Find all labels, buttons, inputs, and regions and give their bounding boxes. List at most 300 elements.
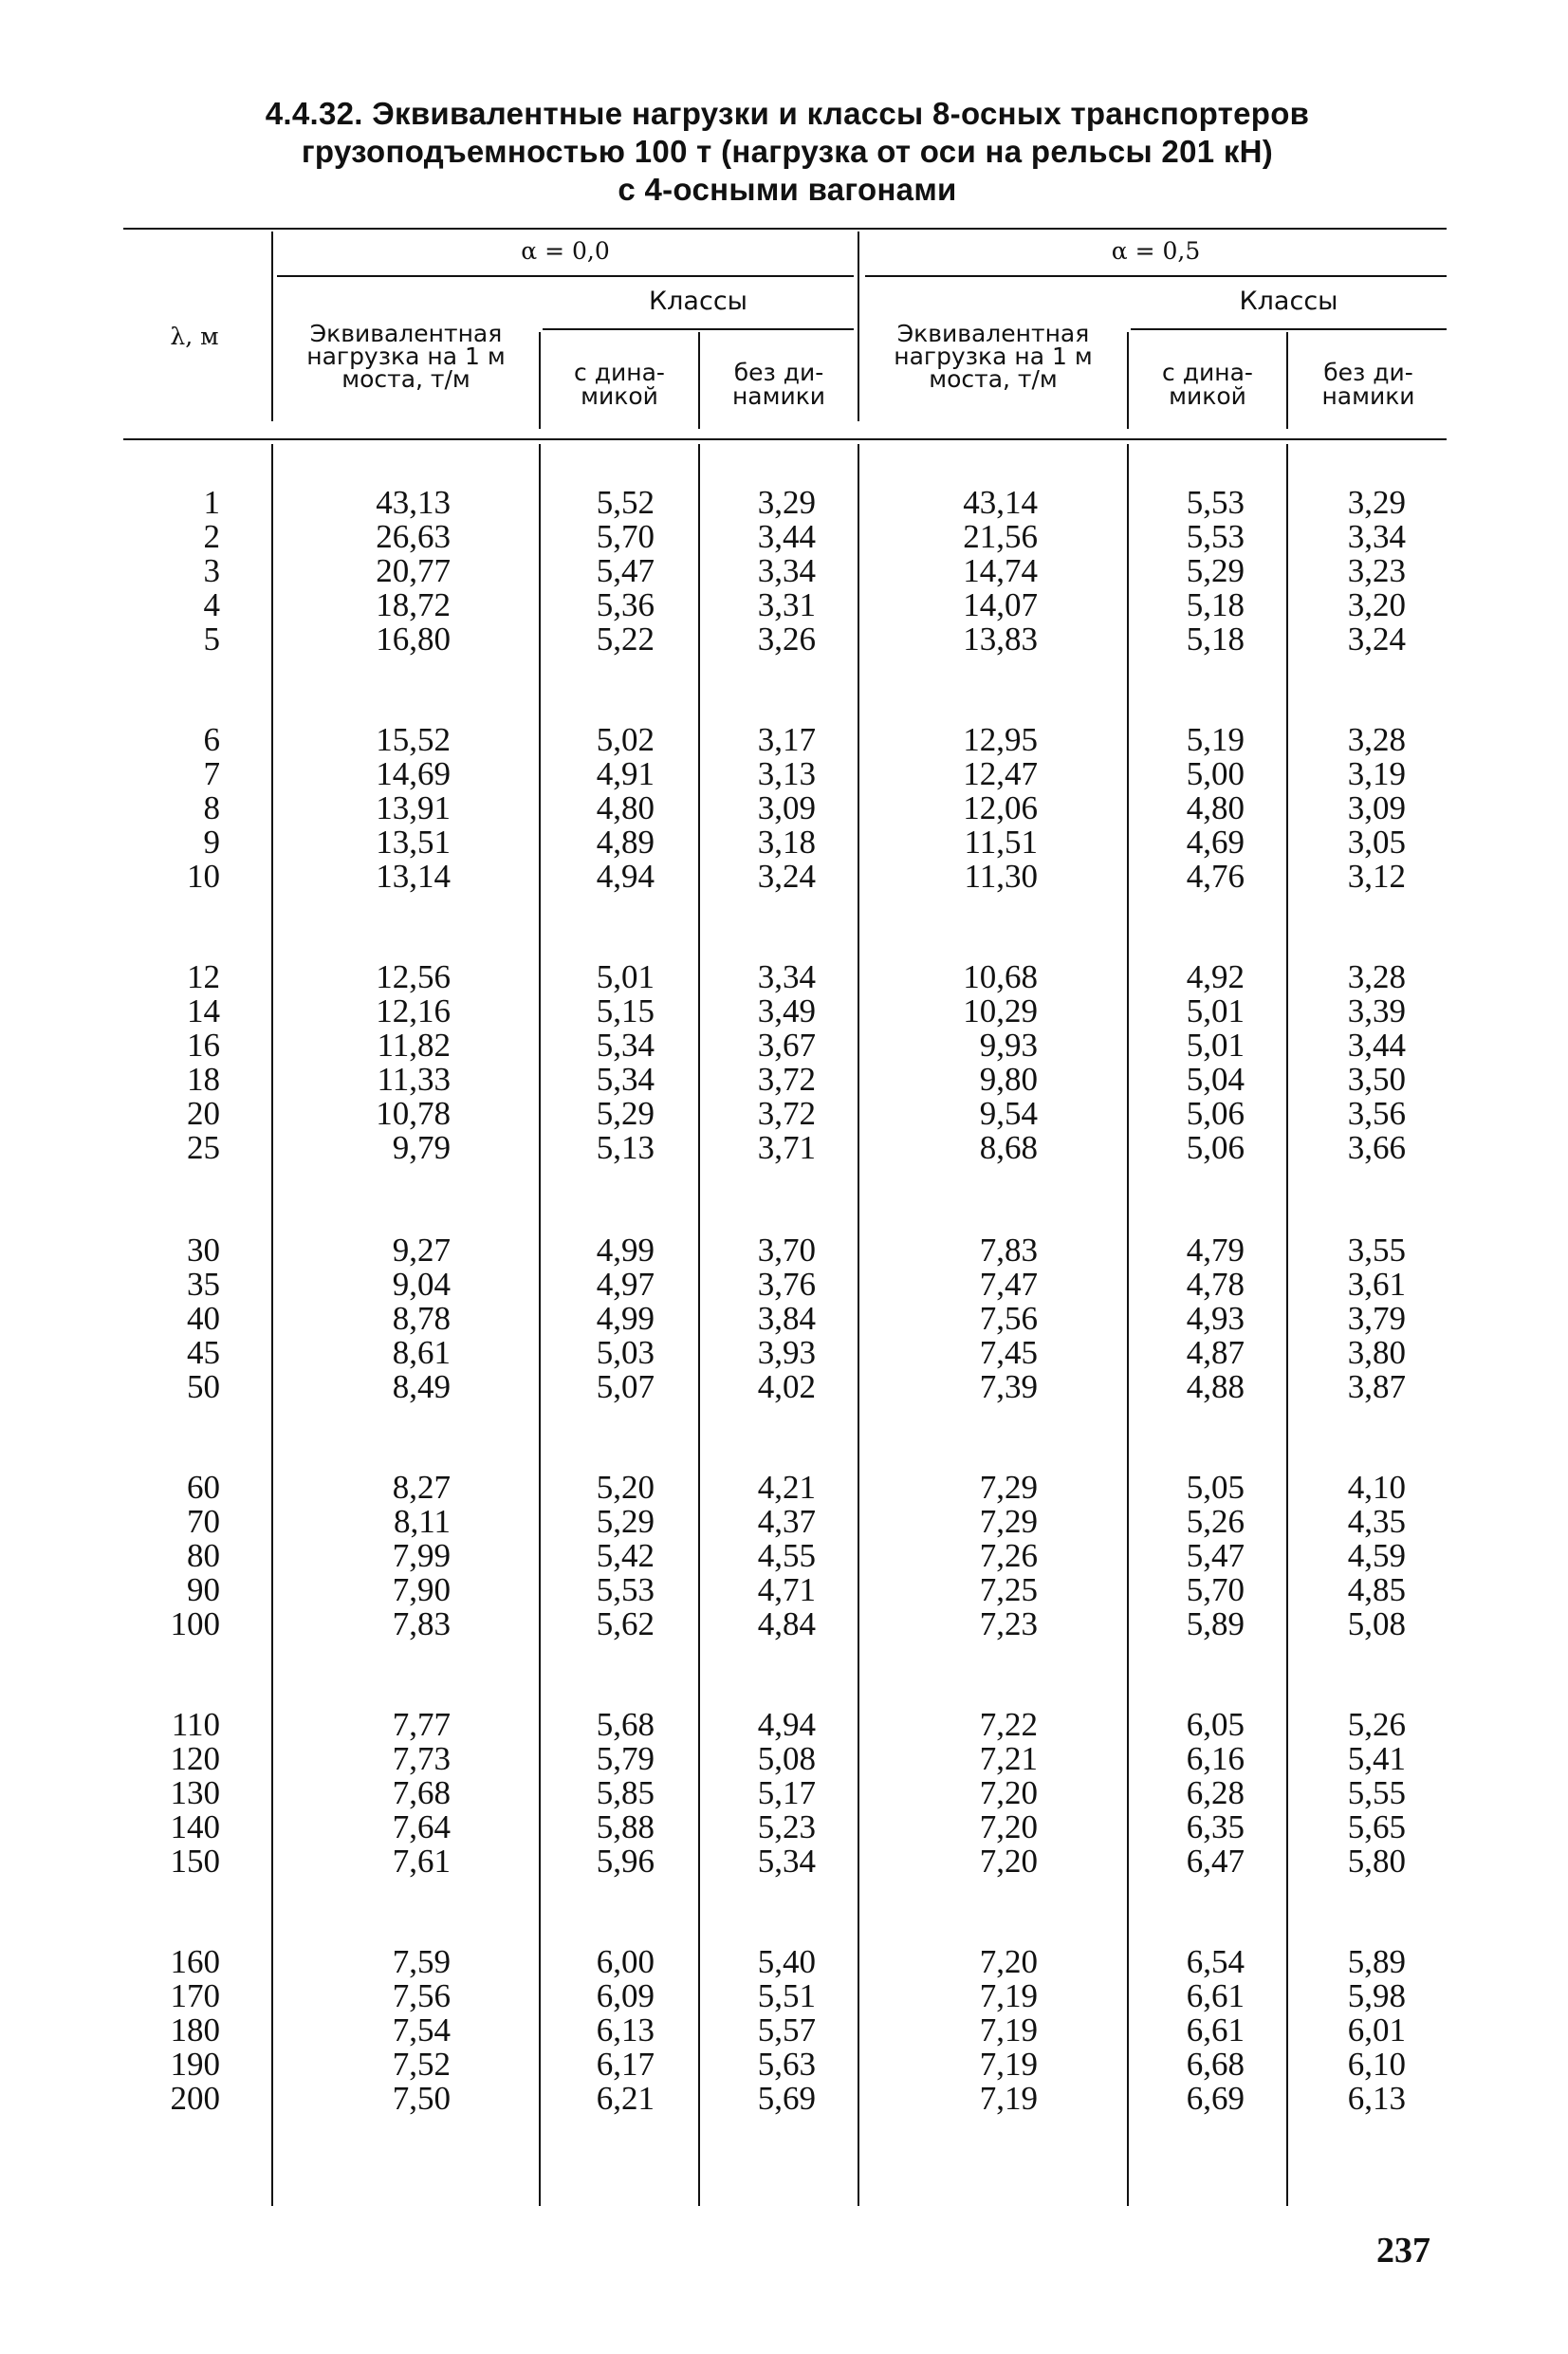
table-cell: 5,01 bbox=[596, 958, 655, 995]
table-cell: 190 bbox=[170, 2046, 220, 2083]
group-7-a05-equiv-column bbox=[980, 1945, 1038, 2116]
table-cell: 3,19 bbox=[1347, 755, 1406, 792]
table-cell: 5,47 bbox=[1186, 1537, 1245, 1574]
table-cell: 5,18 bbox=[1186, 586, 1245, 623]
table-cell: 6,68 bbox=[1186, 2046, 1245, 2083]
table-cell: 12,56 bbox=[376, 958, 451, 995]
table-cell: 3,93 bbox=[757, 1334, 816, 1371]
table-cell: 9 bbox=[203, 824, 220, 861]
table-cell: 4,94 bbox=[757, 1706, 816, 1743]
group-3-a0-without-column bbox=[758, 960, 816, 1165]
table-cell: 3,12 bbox=[1347, 858, 1406, 895]
table-cell: 3 bbox=[203, 552, 220, 589]
table-cell: 14 bbox=[187, 992, 220, 1029]
vrule-classes-left-header bbox=[539, 332, 541, 429]
table-cell: 45 bbox=[187, 1334, 220, 1371]
header-equiv-a0-line3: моста, т/м bbox=[341, 365, 470, 393]
table-cell: 7,20 bbox=[979, 1774, 1038, 1811]
table-cell: 16,80 bbox=[376, 621, 451, 658]
table-cell: 4,97 bbox=[596, 1266, 655, 1303]
table-cell: 6 bbox=[203, 721, 220, 758]
table-cell: 12,06 bbox=[963, 789, 1038, 826]
table-cell: 10 bbox=[187, 858, 220, 895]
table-cell: 3,84 bbox=[757, 1300, 816, 1337]
table-cell: 3,26 bbox=[757, 621, 816, 658]
group-3-a05-with-column bbox=[1187, 960, 1245, 1165]
table-cell: 6,17 bbox=[596, 2046, 655, 2083]
group-7-a0-without-column bbox=[758, 1945, 816, 2116]
table-cell: 5 bbox=[203, 621, 220, 658]
table-cell: 9,80 bbox=[979, 1061, 1038, 1098]
table-cell: 7,56 bbox=[979, 1300, 1038, 1337]
header-lambda: λ, м bbox=[170, 323, 219, 350]
table-cell: 5,69 bbox=[757, 2080, 816, 2117]
table-cell: 3,24 bbox=[1347, 621, 1406, 658]
group-7-a0-with-column bbox=[597, 1945, 655, 2116]
table-cell: 6,69 bbox=[1186, 2080, 1245, 2117]
group-7-lambda-column bbox=[171, 1945, 221, 2116]
header-with-dyn-a05-line1: с дина- bbox=[1162, 359, 1253, 386]
table-cell: 4,99 bbox=[596, 1300, 655, 1337]
header-with-dyn-a05-line2: микой bbox=[1169, 382, 1246, 410]
table-cell: 4,02 bbox=[757, 1368, 816, 1405]
table-cell: 15,52 bbox=[376, 721, 451, 758]
table-cell: 110 bbox=[171, 1706, 220, 1743]
table-cell: 6,61 bbox=[1186, 2011, 1245, 2048]
table-cell: 35 bbox=[187, 1266, 220, 1303]
header-without-dyn-a0-line2: намики bbox=[731, 382, 826, 410]
table-cell: 3,70 bbox=[757, 1232, 816, 1269]
group-7-a0-equiv-column bbox=[393, 1945, 451, 2116]
group-1-a05-with-column bbox=[1187, 486, 1245, 657]
table-cell: 4,87 bbox=[1186, 1334, 1245, 1371]
table-cell: 5,96 bbox=[596, 1843, 655, 1880]
table-cell: 5,34 bbox=[596, 1027, 655, 1064]
table-cell: 13,83 bbox=[963, 621, 1038, 658]
table-cell: 14,69 bbox=[376, 755, 451, 792]
table-cell: 3,28 bbox=[1347, 958, 1406, 995]
table-cell: 3,24 bbox=[757, 858, 816, 895]
table-cell: 7,19 bbox=[979, 2046, 1038, 2083]
table-cell: 7,50 bbox=[392, 2080, 451, 2117]
table-cell: 90 bbox=[187, 1571, 220, 1608]
table-cell: 13,91 bbox=[376, 789, 451, 826]
table-cell: 3,87 bbox=[1347, 1368, 1406, 1405]
table-cell: 8,11 bbox=[394, 1503, 451, 1540]
table-cell: 7,20 bbox=[979, 1843, 1038, 1880]
group-1-a0-with-column bbox=[597, 486, 655, 657]
table-cell: 5,57 bbox=[757, 2011, 816, 2048]
table-cell: 6,21 bbox=[596, 2080, 655, 2117]
table-cell: 5,41 bbox=[1347, 1740, 1406, 1777]
group-6-a05-equiv-column bbox=[980, 1708, 1038, 1879]
table-cell: 3,72 bbox=[757, 1061, 816, 1098]
table-cell: 5,01 bbox=[1186, 992, 1245, 1029]
header-with-dyn-a0-line1: с дина- bbox=[574, 359, 665, 386]
header-classes-a05: Классы bbox=[1239, 287, 1338, 316]
page-number: 237 bbox=[1376, 2231, 1430, 2271]
table-cell: 4,71 bbox=[757, 1571, 816, 1608]
table-cell: 25 bbox=[187, 1129, 220, 1166]
table-cell: 43,14 bbox=[963, 484, 1038, 521]
table-cell: 5,53 bbox=[1186, 518, 1245, 555]
table-cell: 5,53 bbox=[1186, 484, 1245, 521]
table-cell: 6,09 bbox=[596, 1977, 655, 2014]
table-cell: 6,16 bbox=[1186, 1740, 1245, 1777]
table-cell: 3,31 bbox=[757, 586, 816, 623]
group-2-a0-with-column bbox=[597, 723, 655, 894]
table-cell: 8,27 bbox=[392, 1469, 451, 1506]
group-5-a0-equiv-column bbox=[393, 1471, 451, 1641]
classes-underline-right bbox=[1131, 328, 1447, 330]
table-cell: 3,34 bbox=[757, 552, 816, 589]
table-cell: 30 bbox=[187, 1232, 220, 1269]
table-cell: 8,78 bbox=[392, 1300, 451, 1337]
table-cell: 5,63 bbox=[757, 2046, 816, 2083]
table-cell: 120 bbox=[170, 1740, 220, 1777]
table-cell: 5,00 bbox=[1186, 755, 1245, 792]
vrule-a0-equiv-body bbox=[539, 444, 541, 2206]
vrule-dyn-right-header bbox=[1286, 332, 1288, 429]
group-6-a05-with-column bbox=[1187, 1708, 1245, 1879]
header-equiv-a05-line3: моста, т/м bbox=[929, 365, 1058, 393]
table-cell: 18,72 bbox=[376, 586, 451, 623]
table-cell: 3,44 bbox=[757, 518, 816, 555]
table-cell: 9,04 bbox=[392, 1266, 451, 1303]
table-cell: 100 bbox=[170, 1605, 220, 1642]
table-cell: 7,54 bbox=[392, 2011, 451, 2048]
header-bottom-rule bbox=[123, 438, 1447, 440]
table-cell: 4,76 bbox=[1186, 858, 1245, 895]
table-cell: 3,09 bbox=[757, 789, 816, 826]
group-1-a05-without-column bbox=[1348, 486, 1406, 657]
table-cell: 3,49 bbox=[757, 992, 816, 1029]
table-cell: 150 bbox=[170, 1843, 220, 1880]
table-cell: 5,52 bbox=[596, 484, 655, 521]
table-cell: 4,84 bbox=[757, 1605, 816, 1642]
table-cell: 7,25 bbox=[979, 1571, 1038, 1608]
table-cell: 5,29 bbox=[596, 1095, 655, 1132]
group-4-a0-equiv-column bbox=[393, 1233, 451, 1404]
table-cell: 5,04 bbox=[1186, 1061, 1245, 1098]
group-5-a0-with-column bbox=[597, 1471, 655, 1641]
table-cell: 5,23 bbox=[757, 1808, 816, 1845]
table-cell: 3,55 bbox=[1347, 1232, 1406, 1269]
alpha-underline-left bbox=[277, 275, 854, 277]
table-cell: 11,33 bbox=[377, 1061, 451, 1098]
table-cell: 4,37 bbox=[757, 1503, 816, 1540]
group-7-a05-with-column bbox=[1187, 1945, 1245, 2116]
group-5-a05-equiv-column bbox=[980, 1471, 1038, 1641]
group-2-a0-without-column bbox=[758, 723, 816, 894]
table-cell: 180 bbox=[170, 2011, 220, 2048]
table-cell: 7,52 bbox=[392, 2046, 451, 2083]
table-cell: 5,89 bbox=[1347, 1943, 1406, 1980]
table-cell: 43,13 bbox=[376, 484, 451, 521]
table-cell: 3,66 bbox=[1347, 1129, 1406, 1166]
table-cell: 7 bbox=[203, 755, 220, 792]
table-cell: 8,61 bbox=[392, 1334, 451, 1371]
header-equiv-a0 bbox=[275, 320, 537, 393]
table-top-rule bbox=[123, 228, 1447, 230]
table-cell: 7,45 bbox=[979, 1334, 1038, 1371]
table-cell: 50 bbox=[187, 1368, 220, 1405]
table-cell: 3,05 bbox=[1347, 824, 1406, 861]
header-without-dyn-a0 bbox=[702, 361, 856, 408]
group-1-a0-without-column bbox=[758, 486, 816, 657]
table-cell: 7,19 bbox=[979, 2011, 1038, 2048]
header-equiv-a05 bbox=[861, 320, 1125, 393]
table-cell: 6,54 bbox=[1186, 1943, 1245, 1980]
vrule-a0-dyn-body bbox=[698, 444, 700, 2206]
table-cell: 4,85 bbox=[1347, 1571, 1406, 1608]
table-cell: 3,18 bbox=[757, 824, 816, 861]
table-cell: 5,80 bbox=[1347, 1843, 1406, 1880]
table-cell: 5,20 bbox=[596, 1469, 655, 1506]
table-cell: 80 bbox=[187, 1537, 220, 1574]
group-5-a05-with-column bbox=[1187, 1471, 1245, 1641]
title-line-3: с 4-осными вагонами bbox=[618, 172, 957, 207]
group-2-a05-without-column bbox=[1348, 723, 1406, 894]
table-cell: 5,40 bbox=[757, 1943, 816, 1980]
table-cell: 5,65 bbox=[1347, 1808, 1406, 1845]
table-cell: 5,15 bbox=[596, 992, 655, 1029]
vrule-a05-dyn-body bbox=[1286, 444, 1288, 2206]
table-cell: 20,77 bbox=[376, 552, 451, 589]
group-5-a05-without-column bbox=[1348, 1471, 1406, 1641]
vrule-classes-right-header bbox=[1127, 332, 1129, 429]
table-cell: 5,98 bbox=[1347, 1977, 1406, 2014]
table-cell: 13,14 bbox=[376, 858, 451, 895]
table-cell: 1 bbox=[203, 484, 220, 521]
table-cell: 6,13 bbox=[596, 2011, 655, 2048]
table-cell: 8,49 bbox=[392, 1368, 451, 1405]
table-cell: 40 bbox=[187, 1300, 220, 1337]
table-cell: 7,99 bbox=[392, 1537, 451, 1574]
group-1-lambda-column bbox=[204, 486, 221, 657]
table-cell: 12 bbox=[187, 958, 220, 995]
table-cell: 4,78 bbox=[1186, 1266, 1245, 1303]
group-4-a0-without-column bbox=[758, 1233, 816, 1404]
table-cell: 5,06 bbox=[1186, 1129, 1245, 1166]
table-cell: 3,56 bbox=[1347, 1095, 1406, 1132]
table-cell: 6,01 bbox=[1347, 2011, 1406, 2048]
table-cell: 6,47 bbox=[1186, 1843, 1245, 1880]
table-cell: 6,35 bbox=[1186, 1808, 1245, 1845]
group-3-a05-equiv-column bbox=[963, 960, 1038, 1165]
table-cell: 60 bbox=[187, 1469, 220, 1506]
table-cell: 140 bbox=[170, 1808, 220, 1845]
header-alpha-0: α = 0,0 bbox=[521, 237, 610, 265]
table-cell: 5,17 bbox=[757, 1774, 816, 1811]
table-cell: 3,79 bbox=[1347, 1300, 1406, 1337]
table-cell: 6,00 bbox=[596, 1943, 655, 1980]
table-cell: 7,29 bbox=[979, 1469, 1038, 1506]
group-4-lambda-column bbox=[187, 1233, 220, 1404]
group-5-a0-without-column bbox=[758, 1471, 816, 1641]
vrule-a05-equiv-body bbox=[1127, 444, 1129, 2206]
table-cell: 4,80 bbox=[596, 789, 655, 826]
table-cell: 18 bbox=[187, 1061, 220, 1098]
table-cell: 4,89 bbox=[596, 824, 655, 861]
group-5-lambda-column bbox=[171, 1471, 221, 1641]
table-cell: 4,35 bbox=[1347, 1503, 1406, 1540]
table-title bbox=[171, 95, 1404, 209]
table-cell: 5,34 bbox=[596, 1061, 655, 1098]
table-cell: 160 bbox=[170, 1943, 220, 1980]
table-cell: 5,53 bbox=[596, 1571, 655, 1608]
group-6-a05-without-column bbox=[1348, 1708, 1406, 1879]
table-cell: 12,47 bbox=[963, 755, 1038, 792]
table-cell: 7,29 bbox=[979, 1503, 1038, 1540]
table-cell: 7,83 bbox=[979, 1232, 1038, 1269]
table-cell: 7,73 bbox=[392, 1740, 451, 1777]
table-cell: 4,59 bbox=[1347, 1537, 1406, 1574]
group-7-a05-without-column bbox=[1348, 1945, 1406, 2116]
header-without-dyn-a05-line1: без ди- bbox=[1323, 359, 1413, 386]
header-equiv-a05-line1: Эквивалентная bbox=[896, 320, 1090, 347]
group-3-a0-with-column bbox=[597, 960, 655, 1165]
table-cell: 7,23 bbox=[979, 1605, 1038, 1642]
table-cell: 3,13 bbox=[757, 755, 816, 792]
alpha-underline-right bbox=[865, 275, 1447, 277]
table-cell: 3,61 bbox=[1347, 1266, 1406, 1303]
table-cell: 8 bbox=[203, 789, 220, 826]
table-cell: 5,55 bbox=[1347, 1774, 1406, 1811]
group-2-a05-with-column bbox=[1187, 723, 1245, 894]
table-cell: 5,03 bbox=[596, 1334, 655, 1371]
table-cell: 5,08 bbox=[1347, 1605, 1406, 1642]
header-equiv-a0-line1: Эквивалентная bbox=[309, 320, 503, 347]
table-cell: 3,39 bbox=[1347, 992, 1406, 1029]
table-cell: 7,47 bbox=[979, 1266, 1038, 1303]
table-cell: 3,29 bbox=[1347, 484, 1406, 521]
vrule-lambda-body bbox=[271, 444, 273, 2206]
table-cell: 5,18 bbox=[1186, 621, 1245, 658]
table-cell: 4,99 bbox=[596, 1232, 655, 1269]
table-cell: 16 bbox=[187, 1027, 220, 1064]
table-cell: 6,13 bbox=[1347, 2080, 1406, 2117]
table-cell: 3,80 bbox=[1347, 1334, 1406, 1371]
group-2-a0-equiv-column bbox=[376, 723, 451, 894]
group-6-a0-without-column bbox=[758, 1708, 816, 1879]
table-cell: 3,28 bbox=[1347, 721, 1406, 758]
header-without-dyn-a05-line2: намики bbox=[1321, 382, 1415, 410]
title-line-2: грузоподъемностью 100 т (нагрузка от оси на рельсы 201 кН) bbox=[301, 134, 1274, 169]
table-cell: 6,61 bbox=[1186, 1977, 1245, 2014]
group-2-a05-equiv-column bbox=[963, 723, 1038, 894]
table-cell: 7,83 bbox=[392, 1605, 451, 1642]
table-cell: 4 bbox=[203, 586, 220, 623]
table-cell: 5,70 bbox=[596, 518, 655, 555]
group-3-a05-without-column bbox=[1348, 960, 1406, 1165]
table-cell: 70 bbox=[187, 1503, 220, 1540]
table-cell: 5,36 bbox=[596, 586, 655, 623]
table-cell: 5,08 bbox=[757, 1740, 816, 1777]
table-cell: 21,56 bbox=[963, 518, 1038, 555]
table-cell: 5,70 bbox=[1186, 1571, 1245, 1608]
table-cell: 6,28 bbox=[1186, 1774, 1245, 1811]
table-cell: 4,55 bbox=[757, 1537, 816, 1574]
title-line-1: 4.4.32. Эквивалентные нагрузки и классы 8-осных транспортеров bbox=[265, 96, 1310, 131]
table-cell: 9,54 bbox=[979, 1095, 1038, 1132]
group-2-lambda-column bbox=[187, 723, 220, 894]
table-cell: 7,59 bbox=[392, 1943, 451, 1980]
table-cell: 7,26 bbox=[979, 1537, 1038, 1574]
table-cell: 5,02 bbox=[596, 721, 655, 758]
header-without-dyn-a05 bbox=[1290, 361, 1447, 408]
group-6-a0-equiv-column bbox=[393, 1708, 451, 1879]
header-alpha-05: α = 0,5 bbox=[1111, 237, 1201, 265]
table-cell: 3,44 bbox=[1347, 1027, 1406, 1064]
table-cell: 3,67 bbox=[757, 1027, 816, 1064]
table-cell: 9,79 bbox=[392, 1129, 451, 1166]
table-cell: 3,71 bbox=[757, 1129, 816, 1166]
header-without-dyn-a0-line1: без ди- bbox=[733, 359, 824, 386]
vrule-lambda-header bbox=[271, 232, 273, 421]
table-cell: 2 bbox=[203, 518, 220, 555]
table-cell: 7,61 bbox=[392, 1843, 451, 1880]
table-cell: 5,29 bbox=[1186, 552, 1245, 589]
table-cell: 13,51 bbox=[376, 824, 451, 861]
vrule-dyn-left-header bbox=[698, 332, 700, 429]
table-cell: 7,20 bbox=[979, 1808, 1038, 1845]
table-cell: 9,93 bbox=[979, 1027, 1038, 1064]
group-4-a05-without-column bbox=[1348, 1233, 1406, 1404]
table-cell: 3,76 bbox=[757, 1266, 816, 1303]
table-cell: 5,62 bbox=[596, 1605, 655, 1642]
table-cell: 5,47 bbox=[596, 552, 655, 589]
header-classes-a0: Классы bbox=[649, 287, 747, 316]
group-1-a05-equiv-column bbox=[963, 486, 1038, 657]
table-cell: 4,92 bbox=[1186, 958, 1245, 995]
table-cell: 5,26 bbox=[1186, 1503, 1245, 1540]
table-cell: 200 bbox=[170, 2080, 220, 2117]
table-cell: 4,80 bbox=[1186, 789, 1245, 826]
vrule-alpha-divider-body bbox=[858, 444, 859, 2206]
table-cell: 3,23 bbox=[1347, 552, 1406, 589]
table-cell: 6,05 bbox=[1186, 1706, 1245, 1743]
table-cell: 7,56 bbox=[392, 1977, 451, 2014]
header-equiv-a05-line2: нагрузка на 1 м bbox=[894, 343, 1093, 370]
table-cell: 5,06 bbox=[1186, 1095, 1245, 1132]
table-cell: 5,34 bbox=[757, 1843, 816, 1880]
vrule-alpha-divider-header bbox=[858, 232, 859, 421]
table-cell: 7,20 bbox=[979, 1943, 1038, 1980]
table-cell: 3,20 bbox=[1347, 586, 1406, 623]
table-cell: 3,34 bbox=[757, 958, 816, 995]
table-cell: 5,79 bbox=[596, 1740, 655, 1777]
table-cell: 11,51 bbox=[964, 824, 1038, 861]
table-cell: 14,07 bbox=[963, 586, 1038, 623]
group-6-lambda-column bbox=[171, 1708, 221, 1879]
table-cell: 10,68 bbox=[963, 958, 1038, 995]
table-cell: 5,19 bbox=[1186, 721, 1245, 758]
table-cell: 3,50 bbox=[1347, 1061, 1406, 1098]
table-cell: 14,74 bbox=[963, 552, 1038, 589]
table-cell: 12,95 bbox=[963, 721, 1038, 758]
table-cell: 5,68 bbox=[596, 1706, 655, 1743]
table-cell: 5,22 bbox=[596, 621, 655, 658]
group-3-lambda-column bbox=[187, 960, 220, 1165]
table-cell: 4,10 bbox=[1347, 1469, 1406, 1506]
table-cell: 4,88 bbox=[1186, 1368, 1245, 1405]
group-3-a0-equiv-column bbox=[376, 960, 451, 1165]
table-cell: 5,07 bbox=[596, 1368, 655, 1405]
table-cell: 170 bbox=[170, 1977, 220, 2014]
table-cell: 5,01 bbox=[1186, 1027, 1245, 1064]
table-cell: 7,64 bbox=[392, 1808, 451, 1845]
